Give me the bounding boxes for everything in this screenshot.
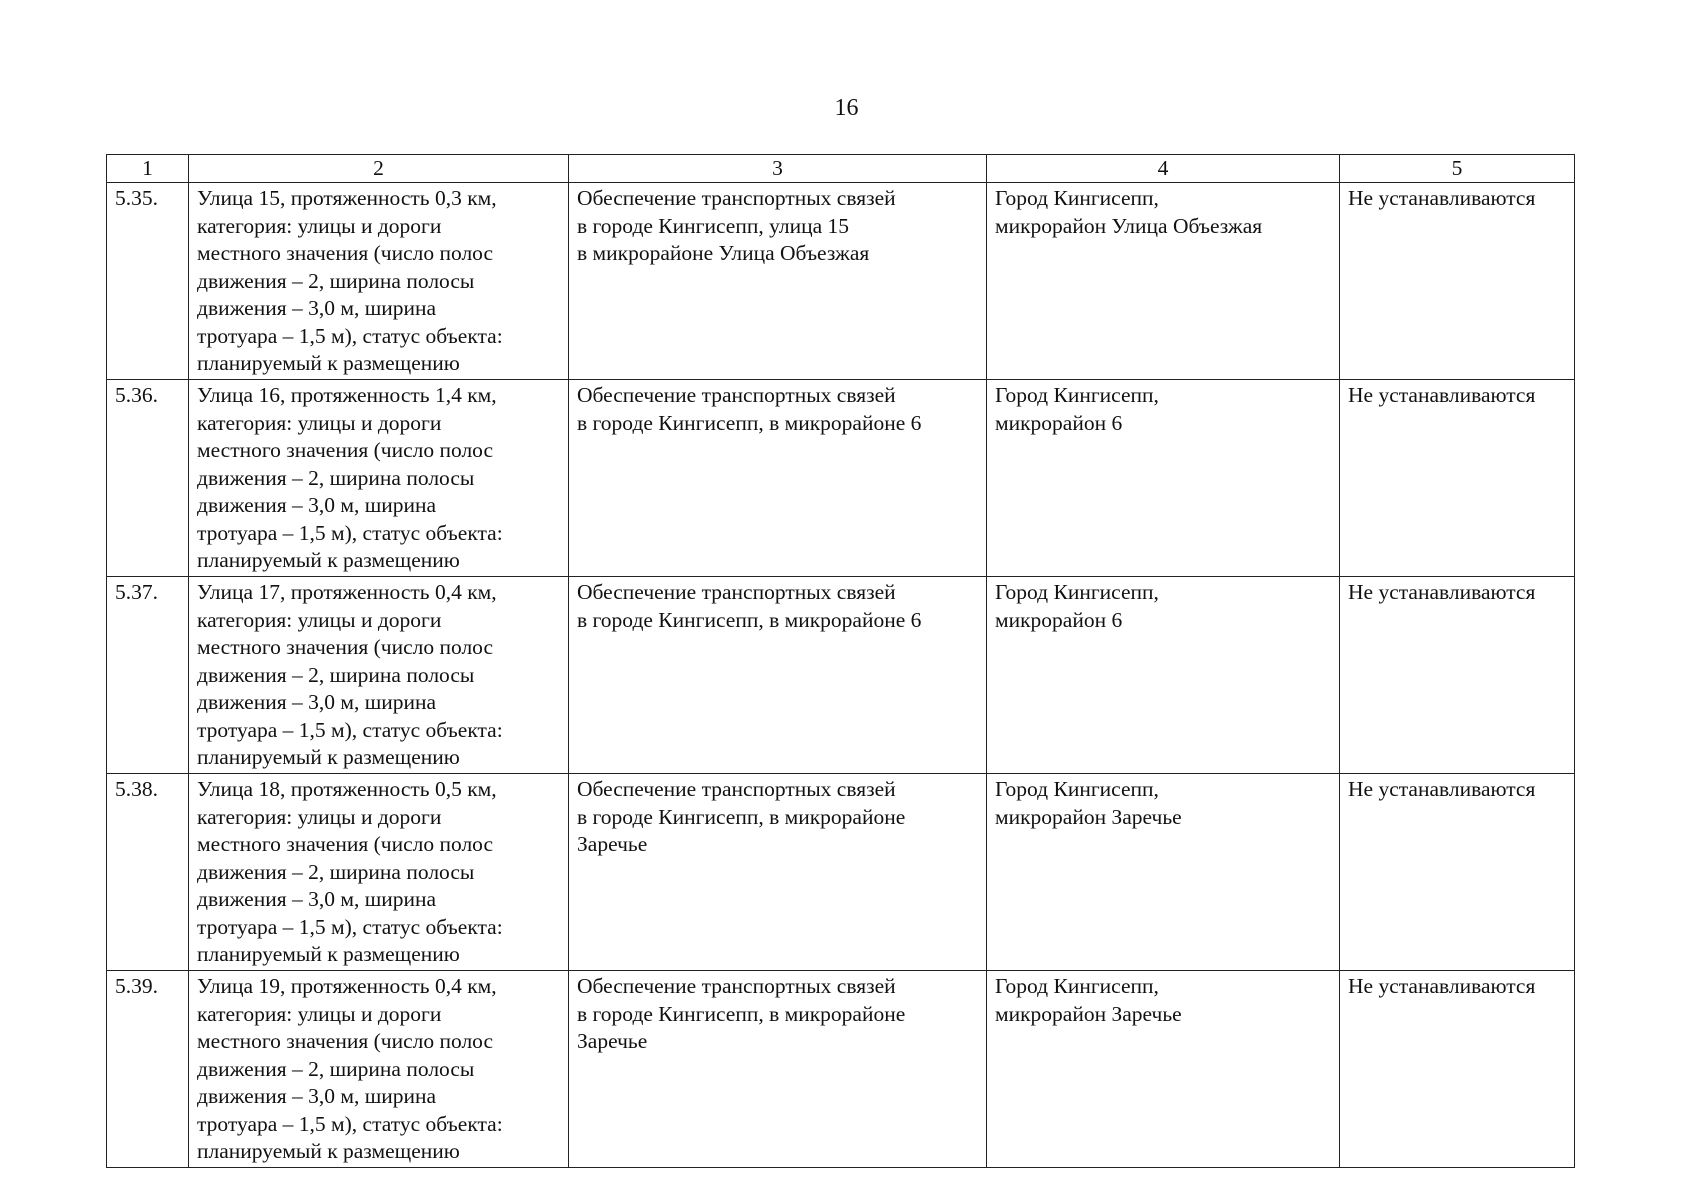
page-number: 16 <box>834 95 859 121</box>
column-header-4: 4 <box>987 155 1340 183</box>
row-number: 5.36. <box>107 380 189 577</box>
column-header-2: 2 <box>189 155 569 183</box>
document-table <box>106 154 1575 1168</box>
header-row <box>107 155 1575 183</box>
object-location: Город Кингисепп, микрорайон 6 <box>987 380 1340 577</box>
object-location: Город Кингисепп, микрорайон Улица Объезжая <box>987 183 1340 380</box>
object-description: Улица 19, протяженность 0,4 км, категория: улицы и дороги местного значения (число полос движения – 2, ширина полосы движения – 3,0 м, ширина тротуара – 1,5 м), статус объекта: планируемый к размещению <box>189 971 569 1168</box>
zone-status: Не устанавливаются <box>1340 774 1575 971</box>
row-number: 5.37. <box>107 577 189 774</box>
zone-status: Не устанавливаются <box>1340 577 1575 774</box>
table-header <box>107 155 1575 183</box>
object-description: Улица 18, протяженность 0,5 км, категория: улицы и дороги местного значения (число полос движения – 2, ширина полосы движения – 3,0 м, ширина тротуара – 1,5 м), статус объекта: планируемый к размещению <box>189 774 569 971</box>
zone-status: Не устанавливаются <box>1340 380 1575 577</box>
table-row <box>107 577 1575 774</box>
table-body <box>107 183 1575 1168</box>
object-purpose: Обеспечение транспортных связей в городе Кингисепп, в микрорайоне 6 <box>569 577 987 774</box>
table-row <box>107 380 1575 577</box>
table-row <box>107 971 1575 1168</box>
object-description: Улица 17, протяженность 0,4 км, категория: улицы и дороги местного значения (число полос движения – 2, ширина полосы движения – 3,0 м, ширина тротуара – 1,5 м), статус объекта: планируемый к размещению <box>189 577 569 774</box>
object-purpose: Обеспечение транспортных связей в городе Кингисепп, улица 15 в микрорайоне Улица Объезжая <box>569 183 987 380</box>
object-purpose: Обеспечение транспортных связей в городе Кингисепп, в микрорайоне Заречье <box>569 774 987 971</box>
column-header-5: 5 <box>1340 155 1575 183</box>
row-number: 5.35. <box>107 183 189 380</box>
row-number: 5.38. <box>107 774 189 971</box>
table-row <box>107 183 1575 380</box>
object-description: Улица 15, протяженность 0,3 км, категория: улицы и дороги местного значения (число полос движения – 2, ширина полосы движения – 3,0 м, ширина тротуара – 1,5 м), статус объекта: планируемый к размещению <box>189 183 569 380</box>
object-location: Город Кингисепп, микрорайон Заречье <box>987 971 1340 1168</box>
object-location: Город Кингисепп, микрорайон Заречье <box>987 774 1340 971</box>
object-location: Город Кингисепп, микрорайон 6 <box>987 577 1340 774</box>
zone-status: Не устанавливаются <box>1340 971 1575 1168</box>
column-header-1: 1 <box>107 155 189 183</box>
table-row <box>107 774 1575 971</box>
zone-status: Не устанавливаются <box>1340 183 1575 380</box>
object-purpose: Обеспечение транспортных связей в городе Кингисепп, в микрорайоне Заречье <box>569 971 987 1168</box>
column-header-3: 3 <box>569 155 987 183</box>
row-number: 5.39. <box>107 971 189 1168</box>
object-description: Улица 16, протяженность 1,4 км, категория: улицы и дороги местного значения (число полос движения – 2, ширина полосы движения – 3,0 м, ширина тротуара – 1,5 м), статус объекта: планируемый к размещению <box>189 380 569 577</box>
object-purpose: Обеспечение транспортных связей в городе Кингисепп, в микрорайоне 6 <box>569 380 987 577</box>
